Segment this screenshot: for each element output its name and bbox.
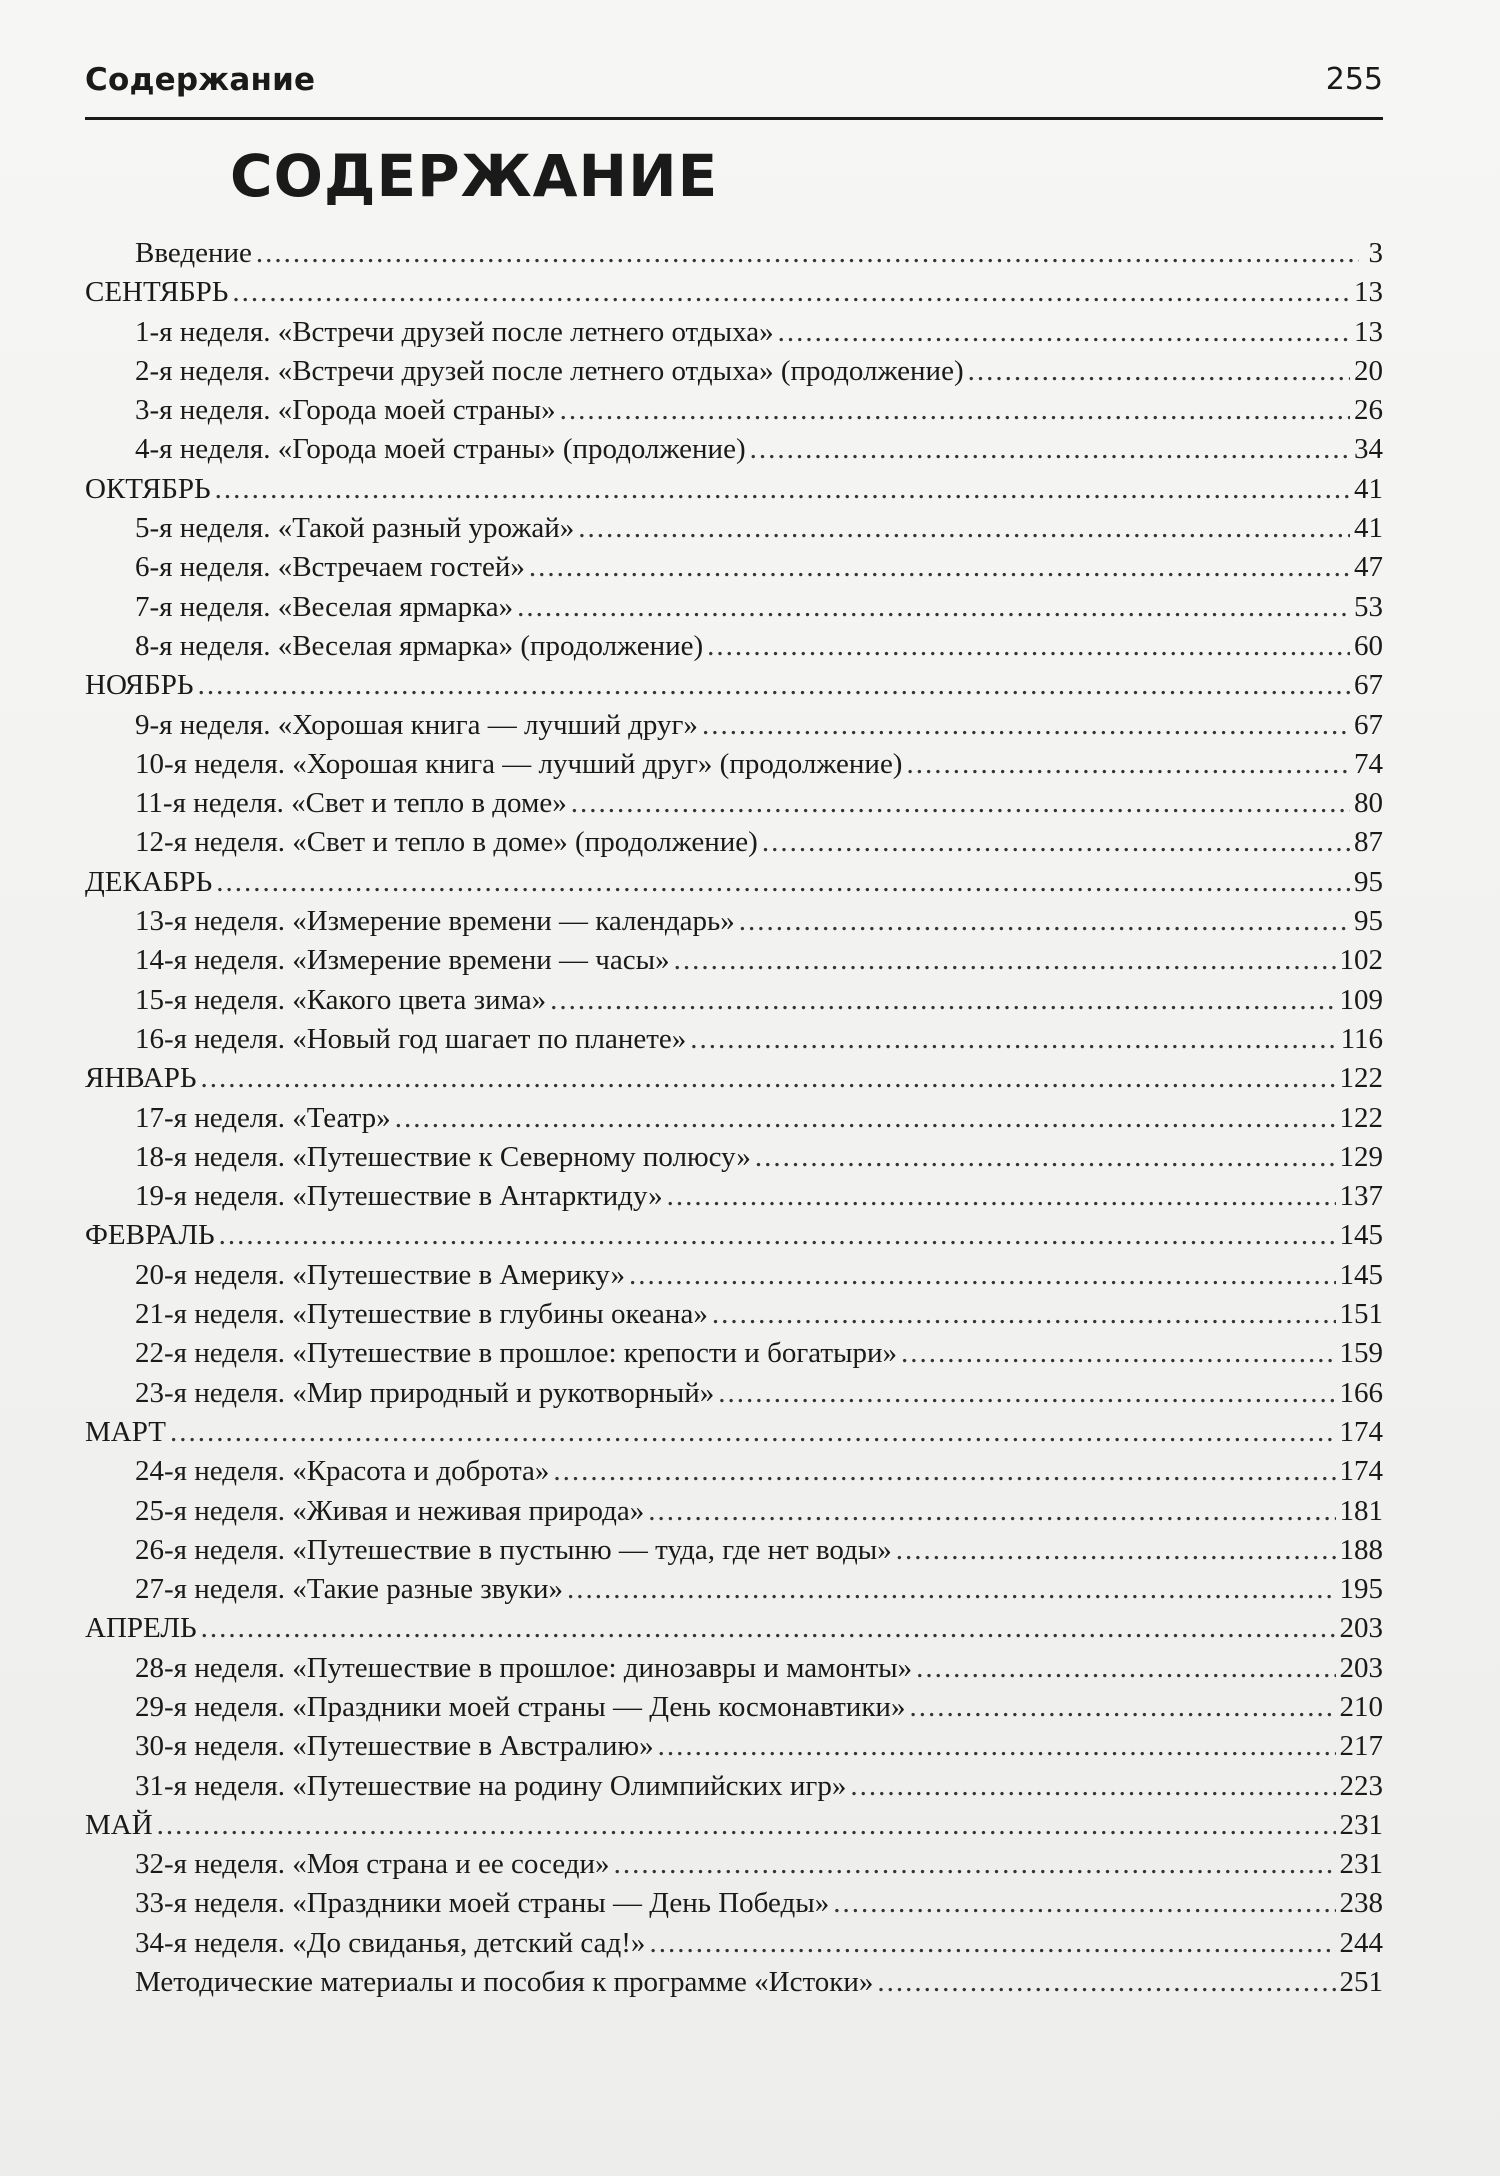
dot-leader [578, 509, 1350, 548]
toc-entry-page: 244 [1339, 1926, 1383, 1959]
dot-leader [201, 1059, 1336, 1098]
toc-entry [85, 313, 1383, 352]
toc-entry-label: 10-я неделя. «Хорошая книга — лучший друг» (продолжение) [135, 747, 903, 780]
toc-entry-label: 34-я неделя. «До свиданья, детский сад!» [135, 1926, 646, 1959]
toc-entry [85, 1138, 1383, 1177]
toc-entry-page: 53 [1354, 590, 1383, 623]
toc-entry-page: 231 [1339, 1808, 1383, 1841]
toc-entry-label: 19-я неделя. «Путешествие в Антарктиду» [135, 1180, 663, 1213]
toc-entry-page: 95 [1354, 865, 1383, 898]
toc-entry [85, 1256, 1383, 1295]
toc-entry-page: 41 [1354, 512, 1383, 545]
toc-entry [85, 981, 1383, 1020]
toc-entry [85, 1884, 1383, 1923]
toc-entry-label: 14-я неделя. «Измерение времени — часы» [135, 944, 670, 977]
toc-entry-label: 9-я неделя. «Хорошая книга — лучший друг» [135, 708, 698, 741]
toc-month-entry [85, 470, 1383, 509]
toc-entry [85, 430, 1383, 469]
toc-entry-label: ФЕВРАЛЬ [85, 1219, 215, 1252]
toc-entry [85, 1570, 1383, 1609]
toc-entry-label: Методические материалы и пособия к программе «Истоки» [135, 1966, 874, 1999]
dot-leader [170, 1413, 1336, 1452]
toc-entry-page: 174 [1339, 1415, 1383, 1448]
toc-entry-page: 87 [1354, 826, 1383, 859]
toc-entry [85, 745, 1383, 784]
toc-entry [85, 1020, 1383, 1059]
toc-entry [85, 391, 1383, 430]
toc-entry-label: Введение [135, 237, 252, 269]
toc-entry-label: МАРТ [85, 1415, 166, 1448]
toc-entry-label: НОЯБРЬ [85, 669, 194, 702]
toc-entry [85, 588, 1383, 627]
dot-leader [256, 234, 1359, 273]
toc-entry-page: 181 [1339, 1494, 1383, 1527]
toc-entry [85, 941, 1383, 980]
dot-leader [553, 1452, 1335, 1491]
toc-entry-label: 7-я неделя. «Веселая ярмарка» [135, 590, 514, 623]
toc-entry-page: 102 [1339, 944, 1383, 977]
toc-month-entry [85, 1806, 1383, 1845]
toc-entry [85, 1177, 1383, 1216]
toc-month-entry [85, 1059, 1383, 1098]
dot-leader [718, 1374, 1335, 1413]
toc-entry-page: 231 [1339, 1848, 1383, 1881]
toc-entry-label: 12-я неделя. «Свет и тепло в доме» (продолжение) [135, 826, 758, 859]
toc-entry [85, 234, 1383, 273]
toc-entry-label: 8-я неделя. «Веселая ярмарка» (продолжение) [135, 629, 704, 662]
toc-entry-label: ЯНВАРЬ [85, 1062, 197, 1095]
dot-leader [909, 1688, 1335, 1727]
toc-entry-page: 238 [1339, 1887, 1383, 1920]
toc-entry-label: 33-я неделя. «Праздники моей страны — День Победы» [135, 1887, 830, 1920]
toc-entry-label: 18-я неделя. «Путешествие к Северному полюсу» [135, 1140, 751, 1173]
dot-leader [702, 706, 1350, 745]
toc-entry-page: 251 [1339, 1966, 1383, 1999]
toc-entry-page: 80 [1354, 787, 1383, 820]
toc-entry-label: 17-я неделя. «Театр» [135, 1101, 391, 1134]
toc-entry-label: 26-я неделя. «Путешествие в пустыню — туда, где нет воды» [135, 1533, 892, 1566]
dot-leader [219, 1216, 1336, 1255]
toc-entry-page: 26 [1354, 394, 1383, 427]
toc-entry [85, 1649, 1383, 1688]
toc-entry [85, 706, 1383, 745]
toc-month-entry [85, 666, 1383, 705]
toc-entry-label: 29-я неделя. «Праздники моей страны — День космонавтики» [135, 1690, 906, 1723]
dot-leader [157, 1806, 1336, 1845]
toc-entry-page: 223 [1339, 1769, 1383, 1802]
dot-leader [750, 430, 1350, 469]
dot-leader [567, 1570, 1335, 1609]
dot-leader [968, 352, 1350, 391]
toc-entry-page: 174 [1339, 1455, 1383, 1488]
dot-leader [755, 1138, 1336, 1177]
toc-entry-page: 166 [1339, 1376, 1383, 1409]
toc-entry-page: 145 [1339, 1258, 1383, 1291]
dot-leader [916, 1649, 1335, 1688]
toc-entry [85, 1334, 1383, 1373]
toc-entry [85, 1099, 1383, 1138]
dot-leader [896, 1531, 1336, 1570]
toc-entry [85, 509, 1383, 548]
dot-leader [201, 1609, 1336, 1648]
dot-leader [198, 666, 1350, 705]
toc-entry-page: 13 [1354, 315, 1383, 348]
toc-entry-label: 2-я неделя. «Встречи друзей после летнего отдыха» (продолжение) [135, 354, 964, 387]
toc-entry-page: 217 [1339, 1730, 1383, 1763]
dot-leader [395, 1099, 1336, 1138]
toc-entry-label: 32-я неделя. «Моя страна и ее соседи» [135, 1848, 610, 1881]
dot-leader [762, 823, 1350, 862]
toc-entry-label: 3-я неделя. «Города моей страны» [135, 394, 556, 427]
toc-entry-page: 122 [1339, 1062, 1383, 1095]
dot-leader [560, 391, 1350, 430]
page-number: 255 [1325, 62, 1383, 97]
toc-entry [85, 902, 1383, 941]
toc-entry-page: 20 [1354, 354, 1383, 387]
toc-entry [85, 352, 1383, 391]
toc-entry-label: 5-я неделя. «Такой разный урожай» [135, 512, 575, 545]
toc-entry-page: 159 [1339, 1337, 1383, 1370]
toc-entry-page: 203 [1339, 1651, 1383, 1684]
toc-entry-label: 13-я неделя. «Измерение времени — календарь» [135, 905, 735, 938]
dot-leader [850, 1767, 1335, 1806]
dot-leader [215, 470, 1350, 509]
toc-month-entry [85, 1609, 1383, 1648]
toc-entry-page: 116 [1340, 1022, 1383, 1055]
toc-entry-label: 30-я неделя. «Путешествие в Австралию» [135, 1730, 654, 1763]
toc-entry [85, 1963, 1383, 2002]
toc-entry [85, 1845, 1383, 1884]
header-rule [85, 117, 1383, 120]
toc-entry-page: 203 [1339, 1612, 1383, 1645]
toc-month-entry [85, 1216, 1383, 1255]
toc-heading: СОДЕРЖАНИЕ [230, 142, 719, 210]
toc-entry-label: АПРЕЛЬ [85, 1612, 197, 1645]
dot-leader [906, 745, 1350, 784]
toc-entry-page: 195 [1339, 1573, 1383, 1606]
toc-entry-label: 4-я неделя. «Города моей страны» (продолжение) [135, 433, 746, 466]
dot-leader [216, 863, 1350, 902]
toc-entry-label: ОКТЯБРЬ [85, 472, 211, 505]
dot-leader [571, 784, 1350, 823]
dot-leader [614, 1845, 1336, 1884]
toc-entry-label: 11-я неделя. «Свет и тепло в доме» [135, 787, 567, 820]
dot-leader [649, 1924, 1335, 1963]
toc-entry [85, 1924, 1383, 1963]
toc-entry-page: 129 [1339, 1140, 1383, 1173]
toc-entry-page: 210 [1339, 1690, 1383, 1723]
toc-entry-page: 67 [1354, 708, 1383, 741]
dot-leader [232, 273, 1350, 312]
dot-leader [658, 1727, 1336, 1766]
toc-month-entry [85, 1413, 1383, 1452]
toc-entry-label: 21-я неделя. «Путешествие в глубины океана» [135, 1298, 708, 1331]
dot-leader [667, 1177, 1336, 1216]
toc-entry-page: 122 [1339, 1101, 1383, 1134]
toc-entry-page: 41 [1354, 472, 1383, 505]
toc-entry-page: 188 [1339, 1533, 1383, 1566]
toc-entry [85, 627, 1383, 666]
dot-leader [778, 313, 1350, 352]
toc-month-entry [85, 863, 1383, 902]
toc-entry-page: 74 [1354, 747, 1383, 780]
toc-entry-label: 23-я неделя. «Мир природный и рукотворный» [135, 1376, 715, 1409]
toc-entry-page: 151 [1339, 1298, 1383, 1331]
dot-leader [550, 981, 1335, 1020]
dot-leader [901, 1334, 1335, 1373]
toc-entry-label: МАЙ [85, 1808, 153, 1841]
toc-entry-label: 6-я неделя. «Встречаем гостей» [135, 551, 525, 584]
toc-entry-page: 47 [1354, 551, 1383, 584]
toc-entry [85, 1727, 1383, 1766]
toc-entry [85, 1452, 1383, 1491]
toc-entry-label: 1-я неделя. «Встречи друзей после летнего отдыха» [135, 315, 774, 348]
dot-leader [833, 1884, 1335, 1923]
toc-entry-page: 34 [1354, 433, 1383, 466]
toc-entry [85, 1688, 1383, 1727]
toc-entry-label: 27-я неделя. «Такие разные звуки» [135, 1573, 564, 1606]
toc-entry-page: 13 [1354, 276, 1383, 309]
toc-entry [85, 1374, 1383, 1413]
toc-entry-label: 20-я неделя. «Путешествие в Америку» [135, 1258, 626, 1291]
toc-entry-page: 137 [1339, 1180, 1383, 1213]
toc-entry-label: ДЕКАБРЬ [85, 865, 213, 898]
toc-entry-label: 15-я неделя. «Какого цвета зима» [135, 983, 547, 1016]
toc-month-entry [85, 273, 1383, 312]
toc-entry [85, 823, 1383, 862]
toc-entry-page: 3 [1368, 237, 1383, 269]
running-header [85, 58, 1383, 106]
dot-leader [690, 1020, 1336, 1059]
toc-entry-label: СЕНТЯБРЬ [85, 276, 229, 309]
toc-entry-page: 109 [1339, 983, 1383, 1016]
dot-leader [712, 1295, 1336, 1334]
toc-entry-label: 22-я неделя. «Путешествие в прошлое: крепости и богатыри» [135, 1337, 898, 1370]
toc-entry [85, 548, 1383, 587]
running-title: Содержание [85, 62, 316, 98]
dot-leader [529, 548, 1350, 587]
dot-leader [629, 1256, 1335, 1295]
table-of-contents [85, 234, 1383, 2002]
toc-entry [85, 1531, 1383, 1570]
toc-entry [85, 1767, 1383, 1806]
toc-entry [85, 784, 1383, 823]
toc-entry-page: 145 [1339, 1219, 1383, 1252]
dot-leader [739, 902, 1350, 941]
dot-leader [707, 627, 1350, 666]
toc-entry [85, 1295, 1383, 1334]
dot-leader [517, 588, 1350, 627]
toc-entry-label: 16-я неделя. «Новый год шагает по планете» [135, 1022, 687, 1055]
toc-entry-label: 31-я неделя. «Путешествие на родину Олимпийских игр» [135, 1769, 847, 1802]
toc-entry-page: 95 [1354, 905, 1383, 938]
dot-leader [877, 1963, 1335, 2002]
toc-entry-page: 60 [1354, 629, 1383, 662]
dot-leader [674, 941, 1336, 980]
toc-entry-page: 67 [1354, 669, 1383, 702]
toc-entry-label: 28-я неделя. «Путешествие в прошлое: динозавры и мамонты» [135, 1651, 913, 1684]
toc-entry [85, 1492, 1383, 1531]
toc-entry-label: 25-я неделя. «Живая и неживая природа» [135, 1494, 645, 1527]
toc-entry-label: 24-я неделя. «Красота и доброта» [135, 1455, 550, 1488]
dot-leader [648, 1492, 1335, 1531]
